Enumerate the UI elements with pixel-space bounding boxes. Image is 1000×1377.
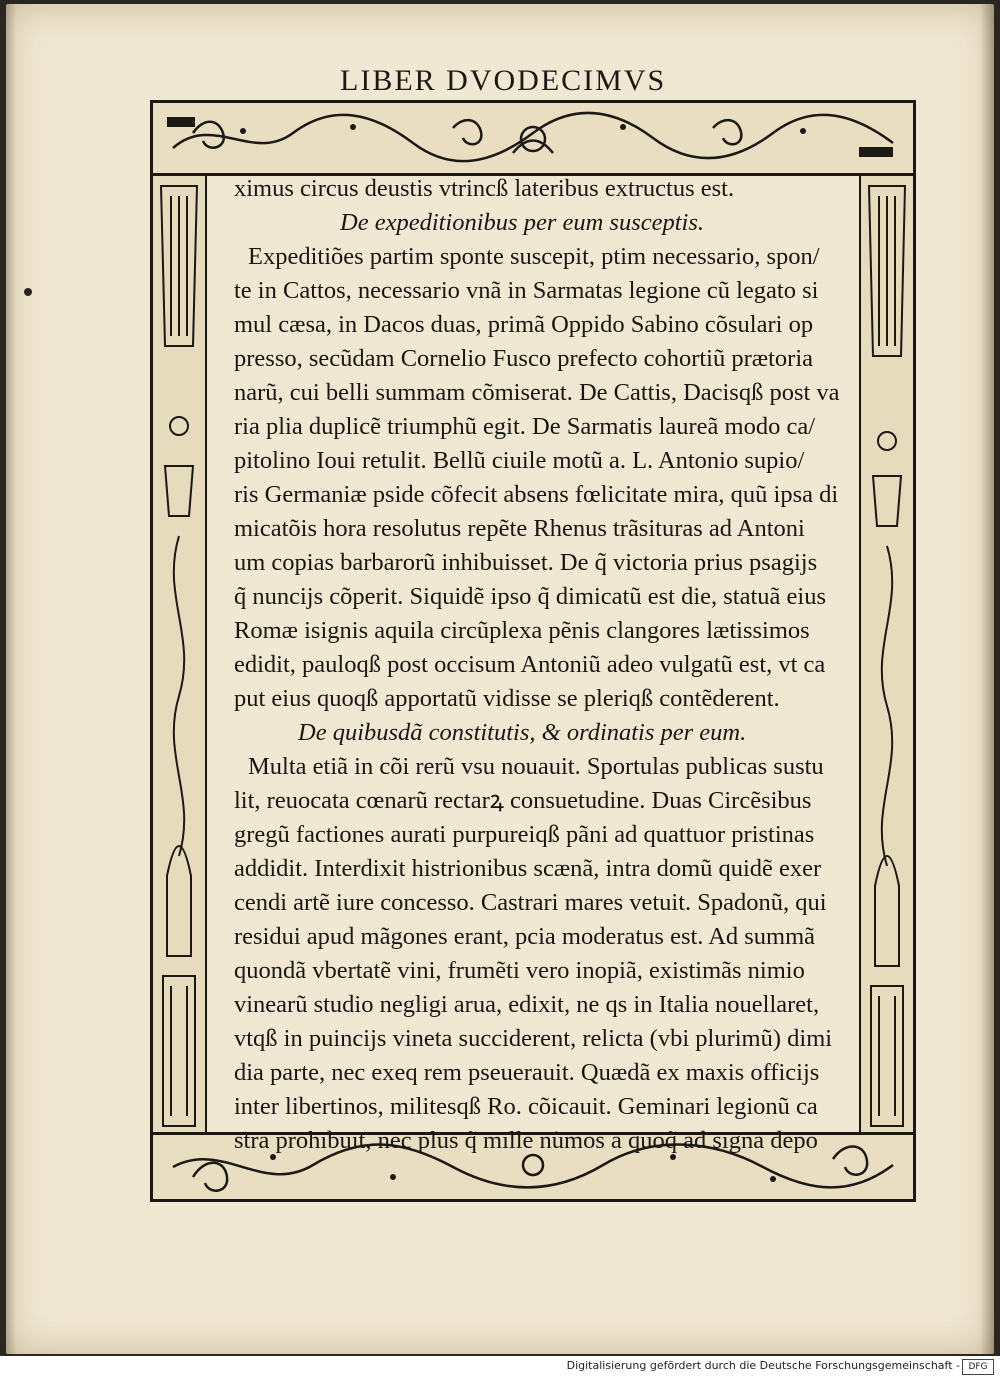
top-ornament-frieze (153, 103, 913, 176)
margin-ink-spot (24, 288, 32, 296)
dfg-logo: DFG (962, 1359, 994, 1375)
page-shadow-left (6, 4, 16, 1354)
text-line: um copias barbarorũ inhibuisset. De q̃ victoria prius psagijs (234, 549, 818, 576)
text-line: Expeditiões partim sponte suscepit, ptim necessario, spon/ (248, 243, 820, 270)
digitization-footer (0, 1356, 1000, 1377)
text-line: residui apud mãgones erant, pcia moderatus est. Ad summã (234, 923, 816, 950)
text-line: edidit, pauloqß post occisum Antoniũ adeo vulgatũ est, vt ca (234, 651, 826, 678)
text-line: cendi artẽ iure concesso. Castrari mares vetuit. Spadonũ, qui (234, 889, 827, 916)
top-frieze-ornament (153, 103, 913, 173)
text-line: addidit. Interdixit histrionibus scænã, intra domũ quidẽ exer (234, 855, 822, 882)
section-heading: De quibusdã constitutis, & ordinatis per eum. (298, 719, 747, 746)
text-line: q̃ nuncijs cõperit. Siquidẽ ipso q̃ dimicatũ est die, statuã eius (234, 583, 826, 610)
text-line: vinearũ studio negligi arua, edixit, ne qs in Italia nouellaret, (234, 991, 820, 1018)
page-shadow-right (980, 4, 994, 1354)
text-line: Romæ isignis aquila circũplexa pẽnis clangores lætissimos (234, 617, 810, 644)
section-heading: De expeditionibus per eum susceptis. (340, 209, 705, 236)
text-line: mul cæsa, in Dacos duas, primã Oppido Sabino cõsulari op (234, 311, 814, 338)
text-line: presso, secũdam Cornelio Fusco prefecto cohortiũ prætoria (234, 345, 814, 372)
text-line: quondã vbertatẽ vini, frumẽti vero inopiã, existimãs nimio (234, 957, 805, 984)
text-line: pitolino Ioui retulit. Bellũ ciuile motũ a. L. Antonio supio/ (234, 447, 805, 474)
text-line: inter libertinos, militesqß Ro. cõicauit. Geminari legionũ ca (234, 1093, 818, 1120)
text-line: narũ, cui belli summam cõmiserat. De Cattis, Dacisqß post va (234, 379, 840, 406)
text-line: ria plia duplicẽ triumphũ egit. De Sarmatis laureã modo ca/ (234, 413, 816, 440)
text-line: ximus circus deustis vtrincß lateribus extructus est. (234, 175, 735, 202)
text-line: ris Germaniæ pside cõfecit absens fœlicitate mira, quũ ipsa di (234, 481, 839, 508)
text-line: te in Cattos, necessario vnã in Sarmatas legione cũ legato si (234, 277, 819, 304)
funding-credit: Digitalisierung gefördert durch die Deutsche Forschungsgemeinschaft - (566, 1359, 960, 1372)
text-line: put eius quoqß apportatũ vidisse se pleriqß contẽderent. (234, 685, 780, 712)
left-pillar-ornament (153, 176, 207, 1132)
main-text-block (234, 172, 886, 1162)
text-line: stra prohibuit, nec plus q̃ mille nũmos a quoq̃ ad signa depo (234, 1127, 818, 1154)
text-line: vtqß in puincijs vineta succiderent, relicta (vbi plurimũ) dimi (234, 1025, 833, 1052)
text-line: lit, reuocata cœnarũ rectarꝝ consuetudine. Duas Circẽsibus (234, 787, 812, 814)
text-line: dia parte, nec exeq rem pseuerauit. Quædã ex maxis officijs (234, 1059, 820, 1086)
text-line: gregũ factiones aurati purpureiqß pãni ad quattuor pristinas (234, 821, 815, 848)
text-line: Multa etiã in cõi rerũ vsu nouauit. Sportulas publicas sustu (248, 753, 824, 780)
left-pillar-drawing (153, 176, 205, 1132)
running-head: LIBER DVODECIMVS (340, 64, 667, 97)
text-line: micatõis hora resolutus repẽte Rhenus trãsituras ad Antoni (234, 515, 805, 542)
